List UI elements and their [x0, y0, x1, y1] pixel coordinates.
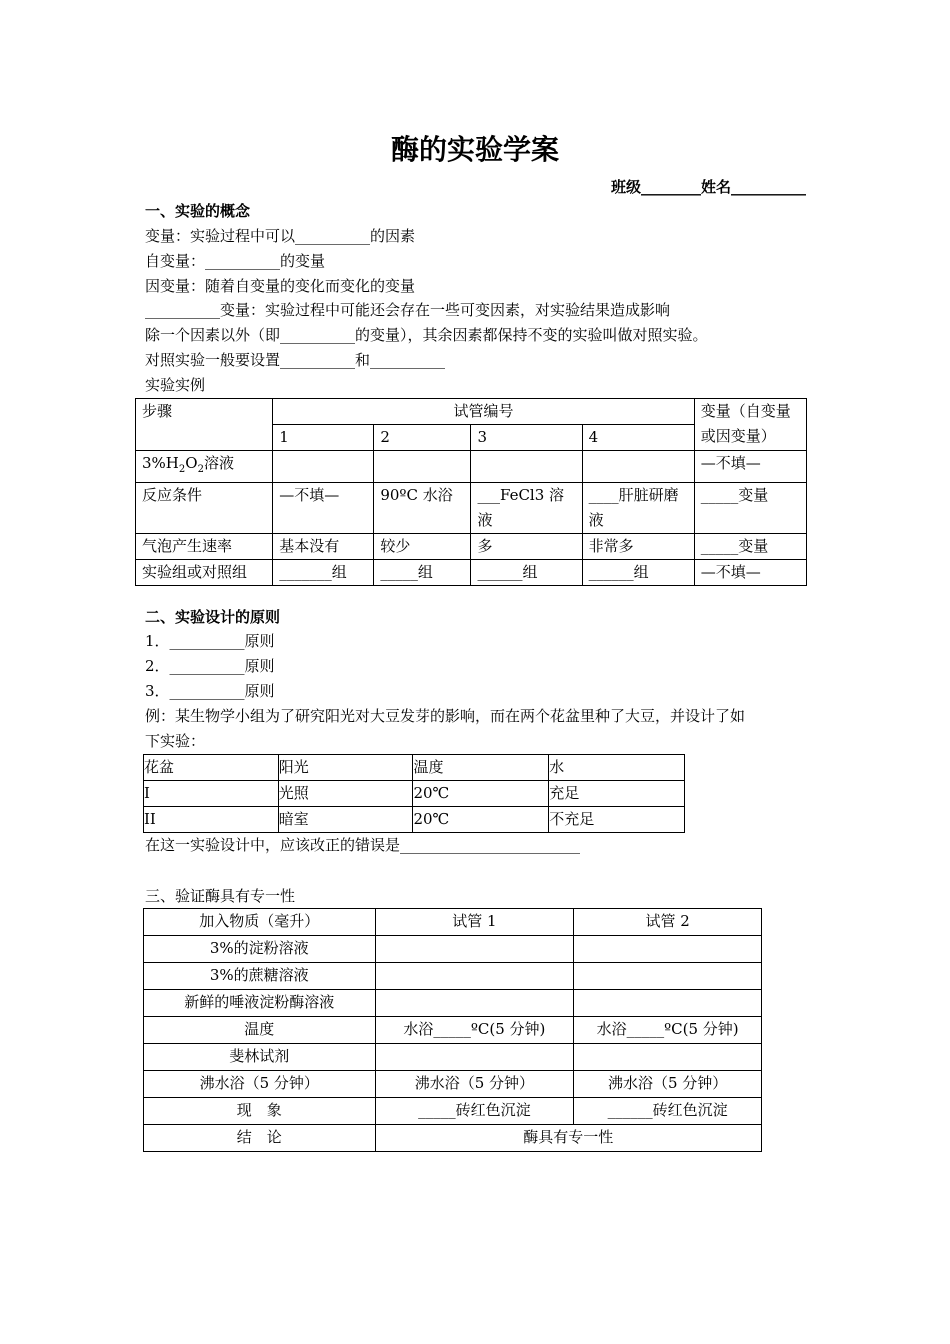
conclusion-value: 酶具有专一性 [375, 1125, 761, 1152]
principle-line: 3．__________原则 [145, 682, 275, 700]
table-cell: 多 [471, 534, 582, 560]
table-cell [574, 936, 762, 963]
table-row [144, 755, 685, 781]
table-row [144, 936, 762, 963]
table-cell: 反应条件 [136, 483, 273, 534]
table-cell: 沸水浴（5 分钟） [144, 1071, 376, 1098]
table-cell [471, 451, 582, 483]
table-cell: ______组 [471, 560, 582, 586]
concept-line: 自变量：__________的变量 [145, 252, 326, 270]
section1-heading: 一、实验的概念 [145, 202, 251, 220]
table-row [144, 807, 685, 833]
table-cell: 实验组或对照组 [136, 560, 273, 586]
principle-line: 1．__________原则 [145, 632, 275, 650]
table-cell [375, 990, 574, 1017]
table-row [136, 534, 807, 560]
class-name-line: 班级________姓名__________ [610, 178, 806, 196]
table-cell: 新鲜的唾液淀粉酶溶液 [144, 990, 376, 1017]
table-cell: II [144, 807, 279, 833]
enzyme-specificity-table [143, 908, 762, 1152]
table-cell: 20℃ [413, 781, 549, 807]
table-cell: _______组 [273, 560, 374, 586]
concept-line: __________变量：实验过程中可能还会存在一些可变因素，对实验结果造成影响 [145, 301, 671, 319]
error-question-line: 在这一实验设计中，应该改正的错误是________________________ [145, 836, 581, 854]
table-cell [375, 963, 574, 990]
table-row [144, 1071, 762, 1098]
table-cell: 充足 [549, 781, 685, 807]
table-row [144, 963, 762, 990]
table-cell [273, 451, 374, 483]
table-cell: ____肝脏研磨液 [582, 483, 694, 534]
concept-line: 变量：实验过程中可以__________的因素 [145, 227, 416, 245]
table-header-cell: 加入物质（毫升） [144, 909, 376, 936]
page-title: 酶的实验学案 [390, 133, 559, 166]
table-cell: 温度 [144, 1017, 376, 1044]
table-row [136, 399, 807, 425]
soybean-experiment-table [143, 754, 685, 833]
table-cell: _____变量 [694, 483, 806, 534]
table-row [144, 781, 685, 807]
example-text: 下实验： [145, 732, 206, 750]
table-header-cell: 试管 2 [574, 909, 762, 936]
concept-line: 除一个因素以外（即__________的变量），其余因素都保持不变的实验叫做对照实验。 [145, 326, 708, 344]
table-row [144, 1098, 762, 1125]
tube-number: 2 [374, 425, 471, 451]
table-cell [374, 451, 471, 483]
table-cell: 3%的蔗糖溶液 [144, 963, 376, 990]
tube-number: 3 [471, 425, 582, 451]
table-cell: _____变量 [694, 534, 806, 560]
table-cell: 暗室 [278, 807, 413, 833]
concept-line: 对照实验一般要设置__________和__________ [145, 351, 446, 369]
table-cell [574, 963, 762, 990]
table-cell: 90ºC 水浴 [374, 483, 471, 534]
table-header-cell: 水 [549, 755, 685, 781]
table-row [136, 451, 807, 483]
table-cell: 水浴_____ºC(5 分钟) [375, 1017, 574, 1044]
table-cell: 20℃ [413, 807, 549, 833]
principle-line: 2．__________原则 [145, 657, 275, 675]
table-row [144, 1044, 762, 1071]
table-cell: 非常多 [582, 534, 694, 560]
table-cell: 3%的淀粉溶液 [144, 936, 376, 963]
tube-number: 4 [582, 425, 694, 451]
table-row [144, 990, 762, 1017]
table-cell: ______组 [582, 560, 694, 586]
table-cell: 斐林试剂 [144, 1044, 376, 1071]
table-row [144, 909, 762, 936]
header-step: 步骤 [136, 399, 273, 451]
table-cell: 水浴_____ºC(5 分钟) [574, 1017, 762, 1044]
table-header-cell: 花盆 [144, 755, 279, 781]
header-variable: 变量（自变量或因变量） [694, 399, 806, 451]
table-cell: I [144, 781, 279, 807]
table-cell: 光照 [278, 781, 413, 807]
concept-line: 实验实例 [145, 376, 206, 394]
table-row [144, 1125, 762, 1152]
table-header-cell: 试管 1 [375, 909, 574, 936]
table-cell: _____砖红色沉淀 [375, 1098, 574, 1125]
table-cell: —不填— [694, 451, 806, 483]
table-cell [574, 1044, 762, 1071]
example-text: 例：某生物学小组为了研究阳光对大豆发芽的影响，而在两个花盆里种了大豆，并设计了如 [145, 707, 746, 725]
conclusion-label: 结 论 [144, 1125, 376, 1152]
table-cell: —不填— [694, 560, 806, 586]
table-header-cell: 阳光 [278, 755, 413, 781]
section3-heading: 三、验证酶具有专一性 [145, 887, 296, 905]
table-cell: 现 象 [144, 1098, 376, 1125]
table-cell [582, 451, 694, 483]
table-cell: 沸水浴（5 分钟） [375, 1071, 574, 1098]
table-header-cell: 温度 [413, 755, 549, 781]
table-cell: —不填— [273, 483, 374, 534]
table-cell [574, 990, 762, 1017]
table-cell: _____组 [374, 560, 471, 586]
table-row [144, 1017, 762, 1044]
table-cell: 不充足 [549, 807, 685, 833]
table-cell: 沸水浴（5 分钟） [574, 1071, 762, 1098]
experiment-example-table [135, 398, 807, 586]
h2o2-label: $3\%H_2O_2$溶液 [136, 451, 273, 483]
table-row [136, 560, 807, 586]
tube-number: 1 [273, 425, 374, 451]
table-cell: 气泡产生速率 [136, 534, 273, 560]
concept-line: 因变量：随着自变量的变化而变化的变量 [145, 277, 416, 295]
header-tube-number: 试管编号 [273, 399, 695, 425]
table-cell [375, 1044, 574, 1071]
table-cell: 基本没有 [273, 534, 374, 560]
section2-heading: 二、实验设计的原则 [145, 608, 281, 626]
table-cell: 较少 [374, 534, 471, 560]
table-cell [375, 936, 574, 963]
table-cell: ___FeCl3 溶液 [471, 483, 582, 534]
table-cell: ______砖红色沉淀 [574, 1098, 762, 1125]
table-row [136, 483, 807, 534]
